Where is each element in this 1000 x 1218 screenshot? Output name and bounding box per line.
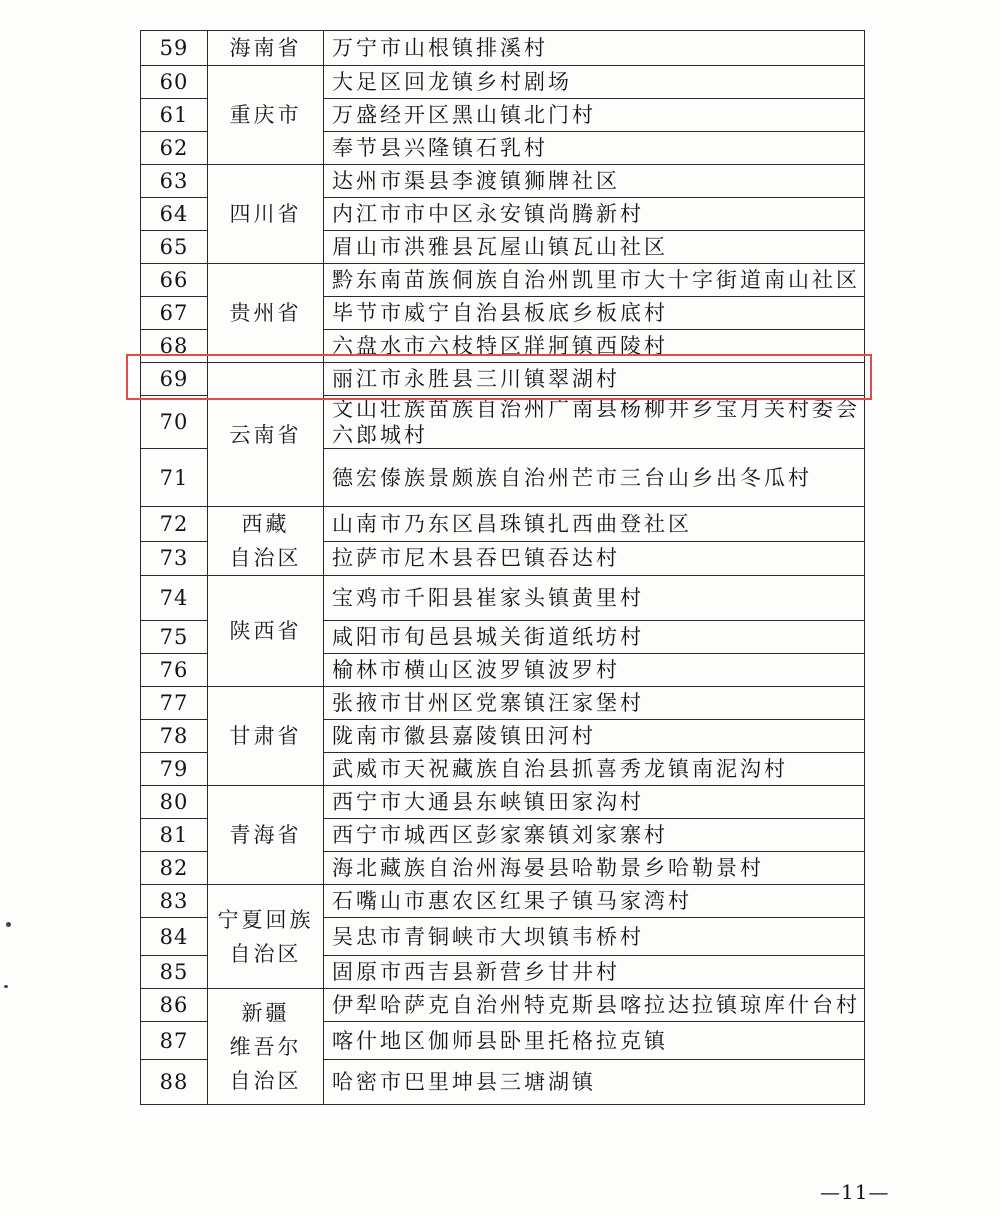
table-row xyxy=(141,363,865,396)
village-name: 眉山市洪雅县瓦屋山镇瓦山社区 xyxy=(324,231,865,264)
village-name: 宝鸡市千阳县崔家头镇黄里村 xyxy=(324,576,865,621)
province-cell xyxy=(208,885,324,989)
village-name: 万盛经开区黑山镇北门村 xyxy=(324,99,865,132)
row-number: 69 xyxy=(141,363,208,396)
row-number: 67 xyxy=(141,297,208,330)
province-label: 新疆 xyxy=(241,1000,290,1025)
province-label: 西藏 xyxy=(241,512,290,536)
row-number: 87 xyxy=(141,1022,208,1060)
row-number: 64 xyxy=(141,198,208,231)
village-name: 达州市渠县李渡镇狮牌社区 xyxy=(324,165,865,198)
village-name: 张掖市甘州区党寨镇汪家堡村 xyxy=(324,687,865,720)
village-name: 六盘水市六枝特区牂牁镇西陵村 xyxy=(324,330,865,363)
province-cell xyxy=(208,66,324,165)
province-label: 青海省 xyxy=(229,823,302,847)
province-cell xyxy=(208,363,324,507)
scan-speck xyxy=(4,985,8,988)
row-number: 88 xyxy=(141,1060,208,1105)
village-name: 万宁市山根镇排溪村 xyxy=(324,31,865,66)
village-name: 海北藏族自治州海晏县哈勒景乡哈勒景村 xyxy=(324,852,865,885)
row-number: 65 xyxy=(141,231,208,264)
row-number: 86 xyxy=(141,989,208,1022)
row-number: 59 xyxy=(141,31,208,66)
province-label: 自治区 xyxy=(229,546,302,570)
village-name: 黔东南苗族侗族自治州凯里市大十字街道南山社区 xyxy=(324,264,865,297)
village-name: 大足区回龙镇乡村剧场 xyxy=(324,66,865,99)
village-name: 毕节市威宁自治县板底乡板底村 xyxy=(324,297,865,330)
table-row xyxy=(141,264,865,297)
village-name: 奉节县兴隆镇石乳村 xyxy=(324,132,865,165)
row-number: 73 xyxy=(141,541,208,576)
row-number: 81 xyxy=(141,819,208,852)
province-label: 重庆市 xyxy=(229,103,302,127)
row-number: 79 xyxy=(141,753,208,786)
row-number: 66 xyxy=(141,264,208,297)
table-row xyxy=(141,687,865,720)
province-cell xyxy=(208,165,324,264)
province-cell xyxy=(208,31,324,66)
row-number: 60 xyxy=(141,66,208,99)
province-cell xyxy=(208,989,324,1105)
province-label: 自治区 xyxy=(229,1068,302,1093)
village-name: 丽江市永胜县三川镇翠湖村 xyxy=(324,363,865,396)
row-number: 68 xyxy=(141,330,208,363)
village-name: 武威市天祝藏族自治县抓喜秀龙镇南泥沟村 xyxy=(324,753,865,786)
village-name: 喀什地区伽师县卧里托格拉克镇 xyxy=(324,1022,865,1060)
page-number: —11— xyxy=(820,1180,890,1204)
village-name: 西宁市城西区彭家寨镇刘家寨村 xyxy=(324,819,865,852)
row-number: 62 xyxy=(141,132,208,165)
village-name: 内江市市中区永安镇尚腾新村 xyxy=(324,198,865,231)
table-row xyxy=(141,66,865,99)
village-name: 西宁市大通县东峡镇田家沟村 xyxy=(324,786,865,819)
table-body xyxy=(141,31,865,1105)
row-number: 82 xyxy=(141,852,208,885)
village-name: 德宏傣族景颇族自治州芒市三台山乡出冬瓜村 xyxy=(324,449,865,507)
table-row xyxy=(141,165,865,198)
scan-speck xyxy=(6,922,11,927)
village-name: 文山壮族苗族自治州广南县杨柳井乡宝月关村委会六郎城村 xyxy=(324,396,865,449)
province-label: 四川省 xyxy=(229,202,302,226)
table-row xyxy=(141,507,865,542)
row-number: 74 xyxy=(141,576,208,621)
village-name: 拉萨市尼木县吞巴镇吞达村 xyxy=(324,541,865,576)
row-number: 78 xyxy=(141,720,208,753)
village-list-table xyxy=(140,30,865,1105)
province-label: 自治区 xyxy=(229,941,302,966)
row-number: 85 xyxy=(141,956,208,989)
province-cell xyxy=(208,507,324,576)
row-number: 71 xyxy=(141,449,208,507)
province-cell xyxy=(208,687,324,786)
province-label: 甘肃省 xyxy=(229,724,302,748)
province-cell xyxy=(208,786,324,885)
village-name: 山南市乃东区昌珠镇扎西曲登社区 xyxy=(324,507,865,542)
province-label: 维吾尔 xyxy=(229,1034,302,1059)
row-number: 76 xyxy=(141,654,208,687)
province-label: 陕西省 xyxy=(229,619,302,643)
village-name: 吴忠市青铜峡市大坝镇韦桥村 xyxy=(324,918,865,956)
village-name: 固原市西吉县新营乡甘井村 xyxy=(324,956,865,989)
table-row xyxy=(141,989,865,1022)
village-name: 伊犁哈萨克自治州特克斯县喀拉达拉镇琼库什台村 xyxy=(324,989,865,1022)
row-number: 72 xyxy=(141,507,208,542)
province-label: 贵州省 xyxy=(229,301,302,325)
table-row xyxy=(141,885,865,918)
row-number: 75 xyxy=(141,621,208,654)
table-row xyxy=(141,31,865,66)
province-label: 海南省 xyxy=(229,36,302,60)
row-number: 77 xyxy=(141,687,208,720)
village-name: 榆林市横山区波罗镇波罗村 xyxy=(324,654,865,687)
village-name: 陇南市徽县嘉陵镇田河村 xyxy=(324,720,865,753)
village-name: 石嘴山市惠农区红果子镇马家湾村 xyxy=(324,885,865,918)
province-label: 宁夏回族 xyxy=(217,907,314,932)
row-number: 84 xyxy=(141,918,208,956)
row-number: 70 xyxy=(141,396,208,449)
row-number: 61 xyxy=(141,99,208,132)
table-row xyxy=(141,576,865,621)
row-number: 83 xyxy=(141,885,208,918)
village-name: 咸阳市旬邑县城关街道纸坊村 xyxy=(324,621,865,654)
village-name: 哈密市巴里坤县三塘湖镇 xyxy=(324,1060,865,1105)
province-cell xyxy=(208,264,324,363)
table-row xyxy=(141,786,865,819)
province-label: 云南省 xyxy=(229,422,302,447)
row-number: 80 xyxy=(141,786,208,819)
province-cell xyxy=(208,576,324,687)
row-number: 63 xyxy=(141,165,208,198)
